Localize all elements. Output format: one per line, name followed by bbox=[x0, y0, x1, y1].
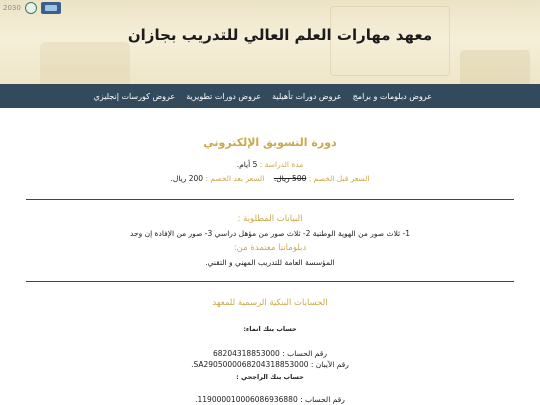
bank-accounts-heading: الحسابات البنكية الرسمية للمعهد bbox=[212, 298, 328, 308]
nav-item-diplomas[interactable]: عروض دبلومات و برامج bbox=[352, 91, 432, 101]
accredited-text: المؤسسة العامة للتدريب المهني و التقني. bbox=[205, 258, 335, 267]
duration-label: مدة الدراسة : bbox=[259, 160, 304, 169]
requirements-heading: البيانات المطلوبة : bbox=[237, 214, 303, 224]
rajhi-account-label: رقم الحساب : bbox=[300, 395, 345, 404]
alinma-bank-name: حساب بنك انماء: bbox=[243, 325, 297, 333]
price-before-label: السعر قبل الخصم : bbox=[308, 174, 370, 183]
course-title: دورة التسويق الإلكتروني bbox=[203, 136, 337, 149]
requirements-text: 1- ثلاث صور من الهوية الوطنية 2- ثلاث صور من مؤهل دراسي 3- صور من الإفادة إن وجد bbox=[130, 229, 410, 238]
alinma-account-row bbox=[0, 349, 540, 358]
site-title-text: معهد مهارات العلم العالي للتدريب بجازان bbox=[127, 26, 433, 44]
vision-2030-logo: 2030 bbox=[3, 4, 21, 12]
alinma-iban-label: رقم الآيبان : bbox=[310, 360, 349, 369]
nav-item-english-courses[interactable]: عروض كورسات إنجليزي bbox=[93, 91, 176, 101]
alinma-account-label: رقم الحساب : bbox=[282, 349, 327, 358]
rajhi-account-value: 119000010006086936880. bbox=[195, 395, 298, 404]
price-after-value: 200 ريال. bbox=[170, 174, 204, 183]
price-row bbox=[0, 174, 540, 183]
tvtc-logo[interactable] bbox=[41, 2, 61, 14]
section-divider bbox=[26, 199, 514, 200]
logo-group bbox=[3, 2, 61, 14]
rajhi-account-row bbox=[0, 395, 540, 404]
banner-background-decoration bbox=[460, 50, 530, 84]
main-content bbox=[0, 108, 540, 405]
header-banner bbox=[0, 0, 540, 84]
section-divider bbox=[26, 281, 514, 282]
main-navigation bbox=[0, 84, 540, 108]
duration-value: 5 أيام. bbox=[236, 160, 258, 169]
site-title bbox=[0, 26, 540, 44]
alinma-iban-value: SA2905000068204318853000. bbox=[191, 360, 309, 369]
price-before-value: 500 ريال. bbox=[273, 174, 307, 183]
alinma-iban-row bbox=[0, 360, 540, 369]
nav-item-development-courses[interactable]: عروض دورات تطويرية bbox=[186, 91, 262, 101]
alinma-account-value: 68204318853000 bbox=[213, 349, 280, 358]
accredited-heading: دبلوماتنا معتمدة من: bbox=[233, 243, 307, 253]
banner-background-decoration bbox=[40, 42, 130, 84]
duration-row bbox=[0, 160, 540, 169]
rajhi-bank-name: حساب بنك الراجحي : bbox=[236, 373, 304, 381]
price-after-label: السعر بعد الخصم : bbox=[205, 174, 265, 183]
nav-item-qualifying-courses[interactable]: عروض دورات تأهيلية bbox=[272, 91, 342, 101]
ministry-seal-logo bbox=[25, 2, 37, 14]
